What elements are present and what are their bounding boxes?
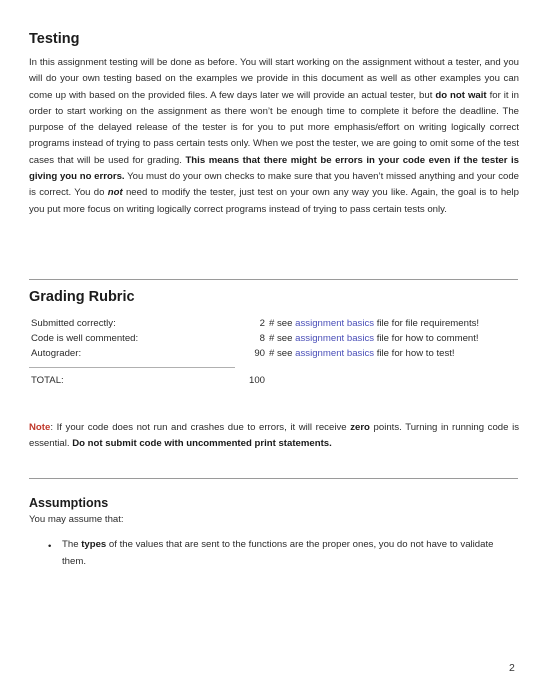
testing-text-3: You must do your own checks to make sure that you haven’t missed anything and your code is correct. You do: [29, 171, 520, 199]
assumptions-heading: Assumptions: [29, 496, 109, 510]
rubric-note: [269, 346, 455, 361]
rubric-points: 90: [254, 348, 265, 359]
rubric-row-commented: [31, 331, 511, 346]
total-points: 100: [248, 375, 265, 386]
rubric-note-suffix: file for how to test!: [374, 348, 455, 359]
assignment-basics-link[interactable]: assignment basics: [295, 348, 375, 359]
rubric-label: Autograder:: [31, 348, 82, 359]
rubric-label: Submitted correctly:: [31, 318, 116, 329]
testing-bold-do-not-wait: do not wait: [435, 89, 487, 101]
rubric-note: [269, 316, 479, 331]
assumption-text-1: The: [62, 539, 82, 550]
note-text-1: : If your code does not run and crashes due to errors, it will receive: [50, 422, 351, 433]
total-label: TOTAL:: [31, 375, 64, 386]
bullet-icon: •: [48, 541, 52, 552]
rubric-total-row: [31, 373, 511, 388]
note-bold-zero: zero: [350, 422, 370, 433]
rubric-label: Code is well commented:: [31, 333, 139, 344]
section-divider: [29, 478, 518, 479]
note-bold-warning: Do not submit code with uncommented print statements.: [72, 438, 332, 450]
section-divider: [29, 279, 518, 280]
assumption-item: [62, 536, 518, 570]
testing-bold-not: not: [107, 187, 123, 199]
rubric-note: [269, 331, 479, 346]
testing-text-4: need to modify the tester, just test on your own any way you like. Again, the goal is to help you put more focus on writing logically correct programs instead of trying to pass certain tests only.: [29, 187, 519, 215]
note-paragraph: [29, 420, 519, 453]
assumptions-intro: You may assume that:: [29, 514, 124, 525]
rubric-row-submitted: [31, 316, 511, 331]
page-number: 2: [509, 662, 515, 674]
assignment-basics-link[interactable]: assignment basics: [295, 318, 375, 329]
testing-heading: Testing: [29, 31, 80, 47]
testing-text-1: In this assignment testing will be done as before. You will start working on the assignment without a tester, and you will do your own testing based on the examples we provide in this document as well as other examples you can come up with based on the provided files. A few days later we will provide an actual tester, but: [29, 57, 519, 101]
rubric-note-prefix: # see: [269, 318, 296, 329]
assumption-text-2: of the values that are sent to the functions are the proper ones, you do not have to validate them.: [62, 539, 494, 567]
assumption-bold-types: types: [81, 539, 107, 550]
testing-paragraph: [29, 55, 519, 218]
rubric-note-prefix: # see: [269, 333, 296, 344]
rubric-heading: Grading Rubric: [29, 289, 135, 305]
testing-bold-warning: This means that there might be errors in your code even if the tester is giving you no errors.: [29, 154, 519, 183]
rubric-note-suffix: file for file requirements!: [374, 318, 480, 329]
testing-text-2: for it in order to start working on the assignment as there won’t be enough time to complete it before the deadline. The purpose of the delayed release of the tester is for you to put more emphasis/effort on writing logically correct programs instead of trying to pass certain tests only. When we post the tester, we are going to omit some of the test cases that will be used for grading.: [29, 89, 519, 166]
rubric-total-divider: [29, 367, 235, 368]
note-text-2: points. Turning in running code is essential.: [29, 422, 519, 450]
assignment-basics-link[interactable]: assignment basics: [295, 333, 375, 344]
rubric-note-prefix: # see: [269, 348, 296, 359]
rubric-row-autograder: [31, 346, 511, 361]
rubric-note-suffix: file for how to comment!: [374, 333, 479, 344]
rubric-points: 8: [259, 333, 265, 344]
note-label: Note: [29, 422, 51, 433]
rubric-points: 2: [259, 318, 265, 329]
